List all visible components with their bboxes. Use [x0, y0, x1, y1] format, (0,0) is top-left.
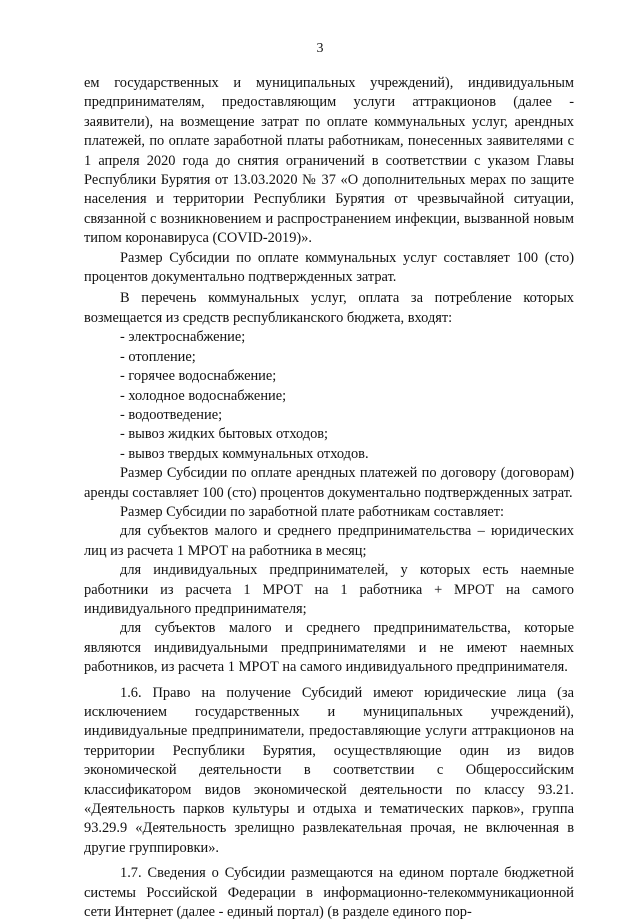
paragraph-utilities-size: Размер Субсидии по оплате коммунальных услуг составляет 100 (сто) процентов документально подтвержденных затрат. [84, 249, 574, 286]
list-item: - горячее водоснабжение; [120, 368, 277, 385]
document-body [84, 74, 574, 922]
paragraph-salary-legal-entities: для субъектов малого и среднего предпринимательства – юридических лиц из расчета 1 МРОТ на работника в месяц; [84, 523, 574, 559]
list-item: - вывоз жидких бытовых отходов; [120, 426, 329, 443]
paragraph-intro-continuation: ем государственных и муниципальных учреждений), индивидуальным предпринимателям, предоставляющим услуги аттракционов (далее - заявители), на возмещение затрат по оплате коммунальных услуг, арендных платежей, по оплате заработной платы работникам, понесенных заявителями с 1 апреля 2020 года до снятия ограничений в соответствии с указом Главы Республики Бурятия от 13.03.2020 № 37 «О дополнительных мерах по защите населения и территории Республики Бурятия от чрезвычайной ситуации, связанной с возникновением и распространением инфекции, вызванной новым типом коронавируса (COVID-2019)». [84, 75, 574, 247]
list-item: - водоотведение; [120, 406, 223, 423]
paragraph-rent-size: Размер Субсидии по оплате арендных платежей по договору (договорам) аренды составляет 100 (сто) процентов документально подтвержденных затрат. [84, 465, 574, 501]
list-item: - электроснабжение; [120, 329, 246, 346]
list-item: - отопление; [120, 348, 196, 365]
list-item: - холодное водоснабжение; [120, 387, 287, 404]
page-number: 3 [316, 41, 324, 56]
paragraph-section-1-6: 1.6. Право на получение Субсидий имеют юридические лица (за исключением государственных и муниципальных учреждений), индивидуальные предприниматели, предоставляющие услуги аттракционов на территории Республики Бурятия, осуществляющие один из видов экономической деятельности в соответствии с Общероссийским классификатором видов экономической деятельности по классу 93.21. «Деятельность парков культуры и отдыха и тематических парков», группа 93.29.9 «Деятельность зрелищно развлекательная прочая, не включенная в другие группировки». [84, 684, 574, 856]
list-item: - вывоз твердых коммунальных отходов. [120, 445, 369, 462]
paragraph-utilities-list-intro: В перечень коммунальных услуг, оплата за потребление которых возмещается из средств республиканского бюджета, входят: [84, 290, 574, 326]
paragraph-salary-entrepreneurs-with-staff: для индивидуальных предпринимателей, у которых есть наемные работники из расчета 1 МРОТ на 1 работника + МРОТ на самого индивидуального предпринимателя; [84, 562, 574, 617]
paragraph-salary-intro: Размер Субсидии по заработной плате работникам составляет: [120, 503, 504, 520]
paragraph-salary-entrepreneurs-no-staff: для субъектов малого и среднего предпринимательства, которые являются индивидуальными предпринимателями и не имеют наемных работников, из расчета 1 МРОТ на самого индивидуального предпринимателя. [84, 620, 574, 676]
paragraph-section-1-7: 1.7. Сведения о Субсидии размещаются на едином портале бюджетной системы Российской Федерации в информационно-телекоммуникационной сети Интернет (далее - единый портал) (в разделе единого пор- [84, 865, 574, 921]
